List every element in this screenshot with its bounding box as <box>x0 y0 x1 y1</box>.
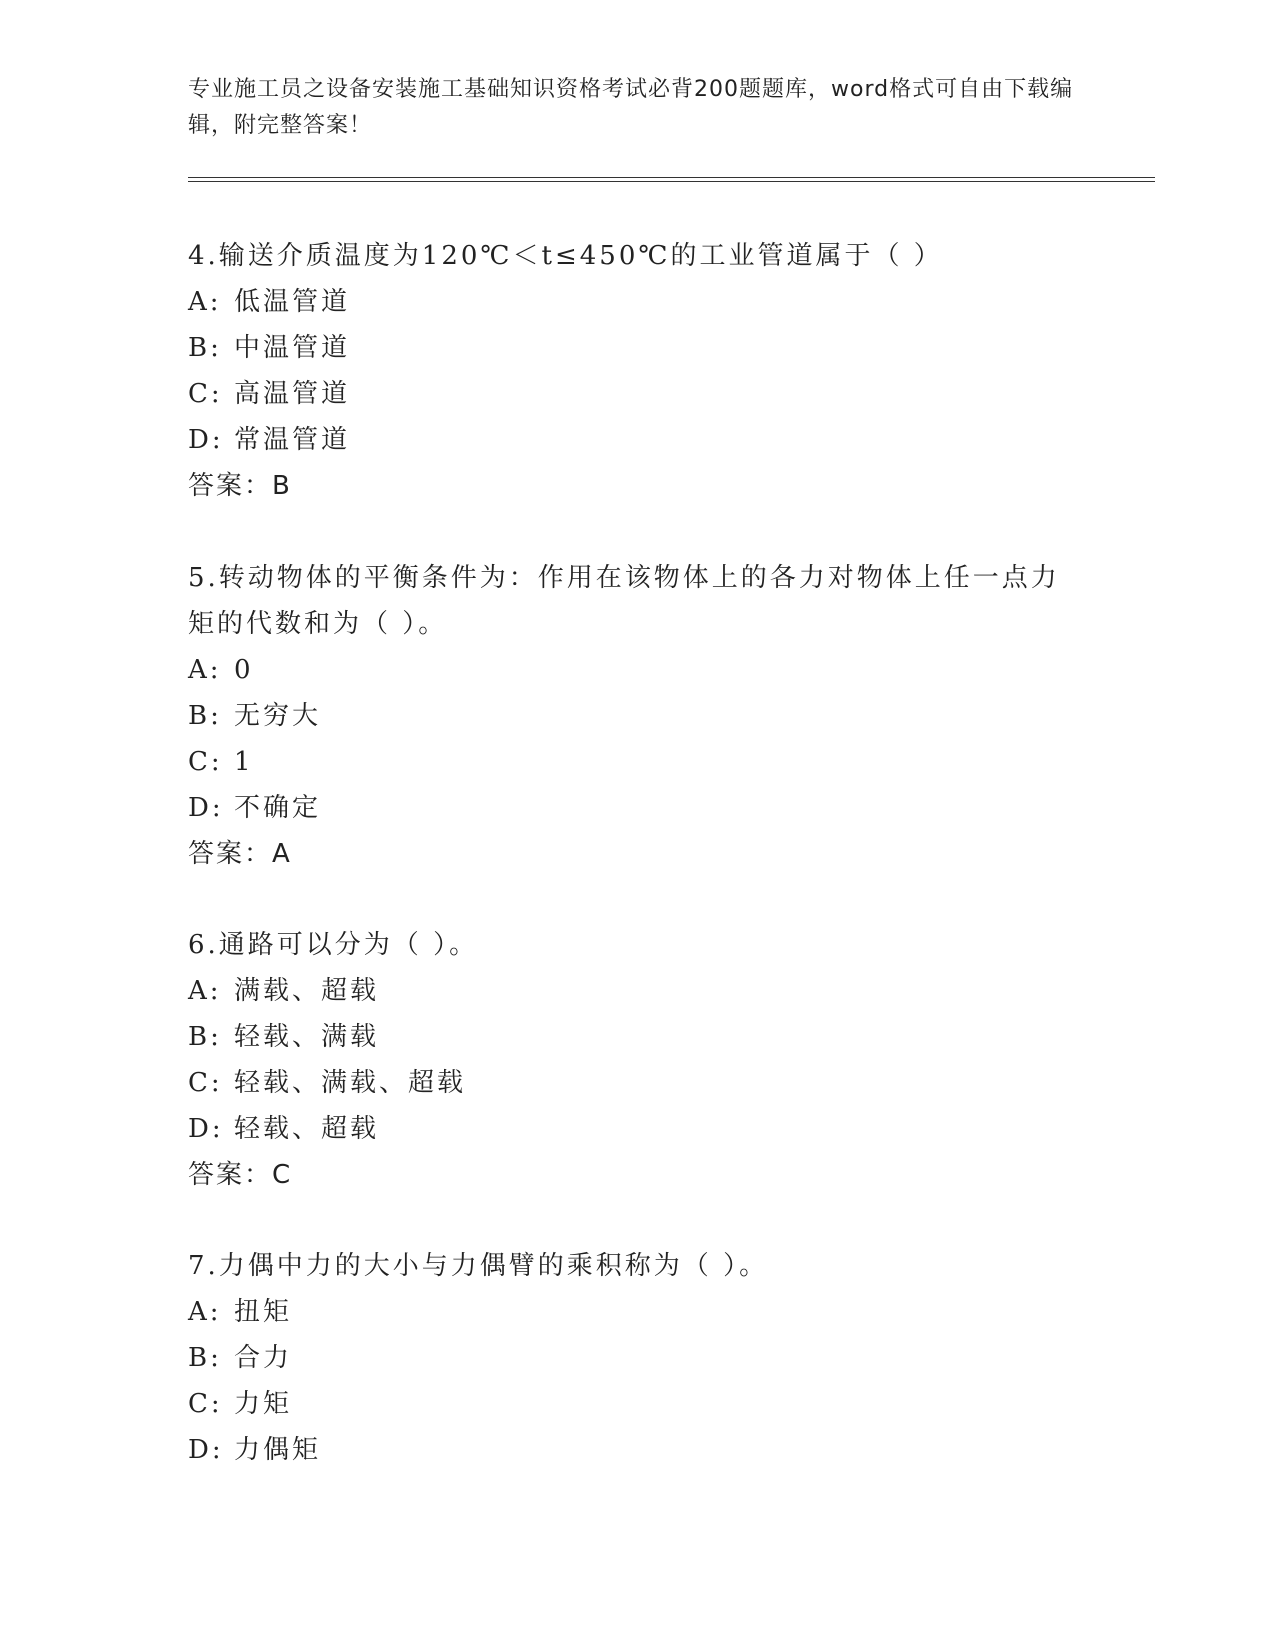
option-letter: A: <box>188 287 222 317</box>
option-letter: A: <box>188 1297 222 1327</box>
option-letter: B: <box>188 333 222 363</box>
question-stem: 5.转动物体的平衡条件为：作用在该物体上的各力对物体上任一点力矩的代数和为（ ）。 <box>188 563 1060 639</box>
question-7 <box>188 1243 1068 1473</box>
document-title: 专业施工员之设备安装施工基础知识资格考试必背200题题库，word格式可自由下载编辑，附完整答案！ <box>188 77 1074 138</box>
option-letter: D: <box>188 793 224 823</box>
option-text: 扭矩 <box>234 1297 293 1327</box>
question-stem: 7.力偶中力的大小与力偶臂的乘积称为（ ）。 <box>188 1251 769 1281</box>
header-divider-bottom <box>188 181 1155 182</box>
answer-line: 答案：C <box>188 1160 293 1190</box>
question-4 <box>188 233 1068 509</box>
option-letter: C: <box>188 379 223 409</box>
option-d <box>188 1427 1068 1473</box>
option-text: 不确定 <box>234 793 322 823</box>
option-b <box>188 1335 1068 1381</box>
option-letter: C: <box>188 1068 223 1098</box>
option-letter: B: <box>188 701 222 731</box>
option-a <box>188 279 1068 325</box>
option-letter: B: <box>188 1343 222 1373</box>
option-letter: B: <box>188 1022 222 1052</box>
option-letter: C: <box>188 747 223 777</box>
option-c <box>188 1381 1068 1427</box>
option-text: 力矩 <box>234 1389 293 1419</box>
option-d <box>188 1106 1068 1152</box>
option-a <box>188 1289 1068 1335</box>
option-c <box>188 739 1068 785</box>
option-letter: D: <box>188 425 224 455</box>
option-text: 1 <box>234 747 254 777</box>
option-b <box>188 693 1068 739</box>
header-divider-top <box>188 177 1155 178</box>
option-text: 无穷大 <box>234 701 322 731</box>
option-letter: D: <box>188 1114 224 1144</box>
option-c <box>188 371 1068 417</box>
option-d <box>188 785 1068 831</box>
option-text: 轻载、满载 <box>234 1022 380 1052</box>
option-b <box>188 325 1068 371</box>
option-text: 合力 <box>234 1343 293 1373</box>
question-stem: 6.通路可以分为（ ）。 <box>188 930 479 960</box>
option-letter: A: <box>188 976 222 1006</box>
option-a <box>188 968 1068 1014</box>
option-d <box>188 417 1068 463</box>
option-c <box>188 1060 1068 1106</box>
option-text: 常温管道 <box>234 425 351 455</box>
option-text: 满载、超载 <box>234 976 380 1006</box>
option-text: 低温管道 <box>234 287 351 317</box>
option-letter: D: <box>188 1435 224 1465</box>
question-stem: 4.输送介质温度为120℃＜t≤450℃的工业管道属于（ ） <box>188 241 943 271</box>
option-a <box>188 647 1068 693</box>
option-letter: C: <box>188 1389 223 1419</box>
option-text: 中温管道 <box>234 333 351 363</box>
option-text: 0 <box>234 655 254 685</box>
option-text: 力偶矩 <box>234 1435 322 1465</box>
option-text: 轻载、超载 <box>234 1114 380 1144</box>
answer-line: 答案：B <box>188 471 292 501</box>
answer-line: 答案：A <box>188 839 292 869</box>
option-b <box>188 1014 1068 1060</box>
option-text: 轻载、满载、超载 <box>234 1068 467 1098</box>
option-text: 高温管道 <box>234 379 351 409</box>
question-6 <box>188 922 1068 1198</box>
option-letter: A: <box>188 655 222 685</box>
question-5 <box>188 555 1068 877</box>
